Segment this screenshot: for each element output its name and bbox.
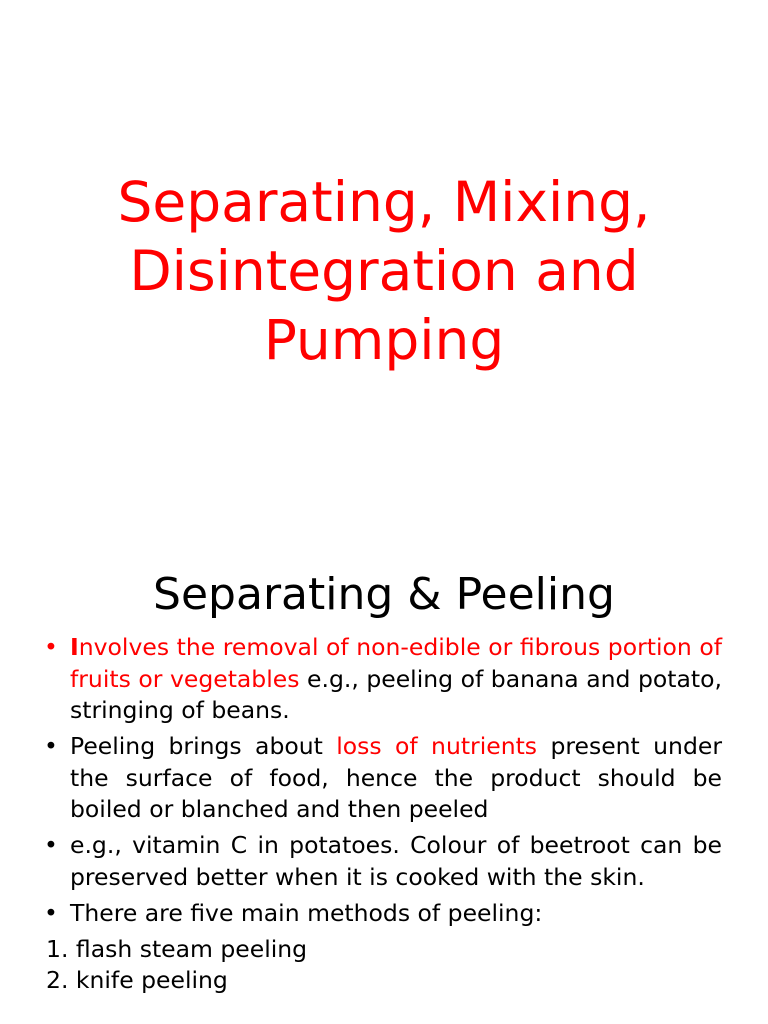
numbered-item: 2. knife peeling xyxy=(46,966,228,994)
slide-title xyxy=(40,168,728,375)
slide-title-line: Separating, Mixing, xyxy=(117,170,651,234)
bullet-icon: • xyxy=(44,898,58,927)
bullet-item xyxy=(40,632,722,727)
content-body xyxy=(40,632,722,997)
bullet-text: e.g., vitamin C in potatoes. Colour of beetroot can be preserved better when it is cooked with the skin. xyxy=(70,831,722,891)
slide-title-line: Pumping xyxy=(263,308,505,372)
bullet-icon: • xyxy=(44,633,58,661)
bullet-highlight: nvolves the removal of non-edible or fibrous portion of fruits or vegetables xyxy=(70,633,722,693)
bullet-text: Peeling brings about xyxy=(70,732,337,760)
bullet-text: present under the surface of food, hence the product should be boiled or blanched and then peeled xyxy=(70,732,722,823)
bullet-item xyxy=(40,830,722,893)
slide-title-line: Disintegration and xyxy=(129,239,639,303)
numbered-item: 1. flash steam peeling xyxy=(46,934,308,963)
section-heading: Separating & Peeling xyxy=(153,569,615,620)
bullet-highlight: loss of nutrients xyxy=(336,732,538,760)
bullet-text: There are five main methods of peeling: xyxy=(70,898,543,927)
bullet-item xyxy=(40,898,722,930)
bullet-item xyxy=(40,731,722,826)
bullet-initial: I xyxy=(70,633,79,661)
bullet-icon: • xyxy=(44,831,58,859)
bullet-text: e.g., peeling of banana and potato, stringing of beans. xyxy=(70,664,722,724)
bullet-icon: • xyxy=(44,732,58,760)
